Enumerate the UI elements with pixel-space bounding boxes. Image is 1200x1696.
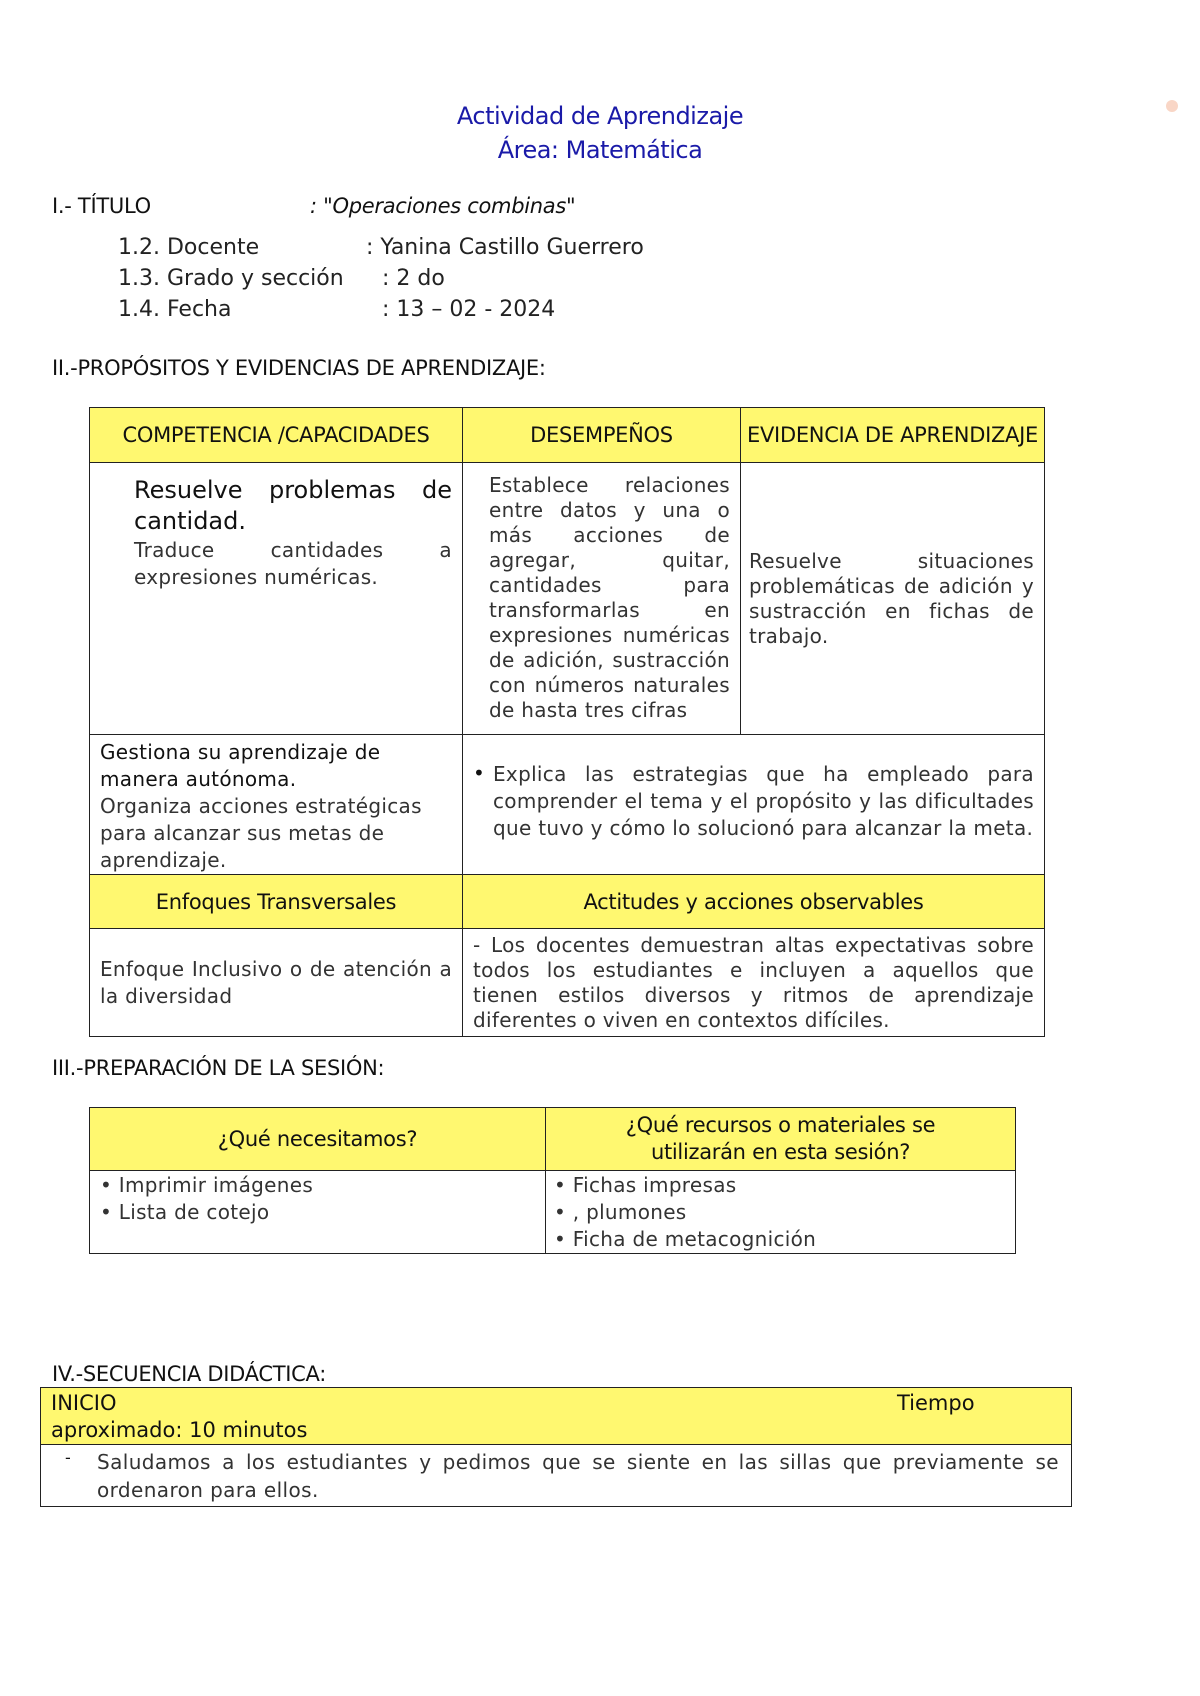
fecha-label: 1.4. Fecha bbox=[118, 297, 232, 322]
inicio-header bbox=[41, 1388, 1072, 1445]
needs-header: ¿Qué necesitamos? bbox=[90, 1108, 546, 1171]
transversal-cell bbox=[90, 929, 463, 1037]
col-header-desempenos: DESEMPEÑOS bbox=[463, 408, 741, 463]
col-header-evidencia: EVIDENCIA DE APRENDIZAJE bbox=[741, 408, 1045, 463]
list-item: • , plumones bbox=[554, 1199, 1005, 1226]
list-item: • Imprimir imágenes bbox=[100, 1172, 535, 1199]
actions-header: Actitudes y acciones observables bbox=[463, 875, 1045, 929]
section2-heading: II.-PROPÓSITOS Y EVIDENCIAS DE APRENDIZAJE: bbox=[52, 356, 546, 380]
step-row bbox=[41, 1445, 1072, 1507]
competence-capacity: Traduce cantidades a expresiones numéricas. bbox=[134, 538, 452, 589]
section3-heading: III.-PREPARACIÓN DE LA SESIÓN: bbox=[52, 1056, 385, 1080]
competence-cell bbox=[90, 463, 463, 735]
materials-cell bbox=[546, 1171, 1016, 1254]
evidence-cell bbox=[741, 463, 1045, 735]
section1-label: I.- TÍTULO bbox=[52, 194, 151, 218]
section4-heading: IV.-SECUENCIA DIDÁCTICA: bbox=[52, 1362, 326, 1386]
list-item: • Ficha de metacognición bbox=[554, 1226, 1005, 1253]
area-title: Área: Matemática bbox=[497, 136, 703, 164]
purposes-table bbox=[89, 407, 1045, 1037]
fecha-value: : 13 – 02 - 2024 bbox=[382, 297, 556, 322]
actions-text: - Los docentes demuestran altas expectativas sobre todos los estudiantes e incluyen a aquellos que tienen estilos diversos y ritmos de aprendizaje diferentes o viven en contextos difíciles. bbox=[473, 933, 1034, 1032]
tiempo-label: Tiempo bbox=[897, 1391, 975, 1415]
autonomous-performance: Explica las estrategias que ha empleado para comprender el tema y el propósito y las dificultades que tuvo y cómo lo solucionó para alcanzar la meta. bbox=[493, 762, 1034, 840]
grado-label: 1.3. Grado y sección bbox=[118, 266, 344, 291]
autonomous-title: Gestiona su aprendizaje de manera autónoma. bbox=[100, 740, 381, 791]
materials-header: ¿Qué recursos o materiales se utilizarán en esta sesión? bbox=[546, 1108, 1016, 1171]
autonomous-performance-cell bbox=[463, 735, 1045, 875]
performance-cell bbox=[463, 463, 741, 735]
competence-title: Resuelve problemas de cantidad. bbox=[134, 476, 452, 535]
bullet-icon: • bbox=[473, 761, 485, 785]
needs-cell bbox=[90, 1171, 546, 1254]
grado-value: : 2 do bbox=[382, 266, 445, 291]
autonomous-cell bbox=[90, 735, 463, 875]
preparation-table bbox=[89, 1107, 1016, 1254]
autonomous-capacity: Organiza acciones estratégicas para alcanzar sus metas de aprendizaje. bbox=[100, 794, 422, 872]
activity-title: Actividad de Aprendizaje bbox=[456, 102, 744, 130]
competence-evidence: Resuelve situaciones problemáticas de adición y sustracción en fichas de trabajo. bbox=[749, 549, 1034, 648]
section1-title-value: : "Operaciones combinas" bbox=[310, 194, 576, 218]
sequence-table bbox=[40, 1387, 1072, 1507]
transversal-header: Enfoques Transversales bbox=[90, 875, 463, 929]
docente-value: : Yanina Castillo Guerrero bbox=[366, 235, 644, 260]
col-header-competencia: COMPETENCIA /CAPACIDADES bbox=[90, 408, 463, 463]
inicio-label: INICIO bbox=[51, 1391, 117, 1415]
competence-performance: Establece relaciones entre datos y una o más acciones de agregar, quitar, cantidades para transformarlas en expresiones numéricas de adición, sustracción con números naturales de hasta tres cifras bbox=[489, 473, 730, 722]
aprox-label: aproximado: 10 minutos bbox=[51, 1418, 308, 1442]
list-item: • Fichas impresas bbox=[554, 1172, 1005, 1199]
transversal-text: Enfoque Inclusivo o de atención a la diversidad bbox=[100, 956, 452, 1008]
actions-cell bbox=[463, 929, 1045, 1037]
step1-text: - Saludamos a los estudiantes y pedimos que se siente en las sillas que previamente se ordenaron para ellos. bbox=[97, 1450, 1059, 1502]
list-item: • Lista de cotejo bbox=[100, 1199, 535, 1226]
docente-label: 1.2. Docente bbox=[118, 235, 260, 260]
